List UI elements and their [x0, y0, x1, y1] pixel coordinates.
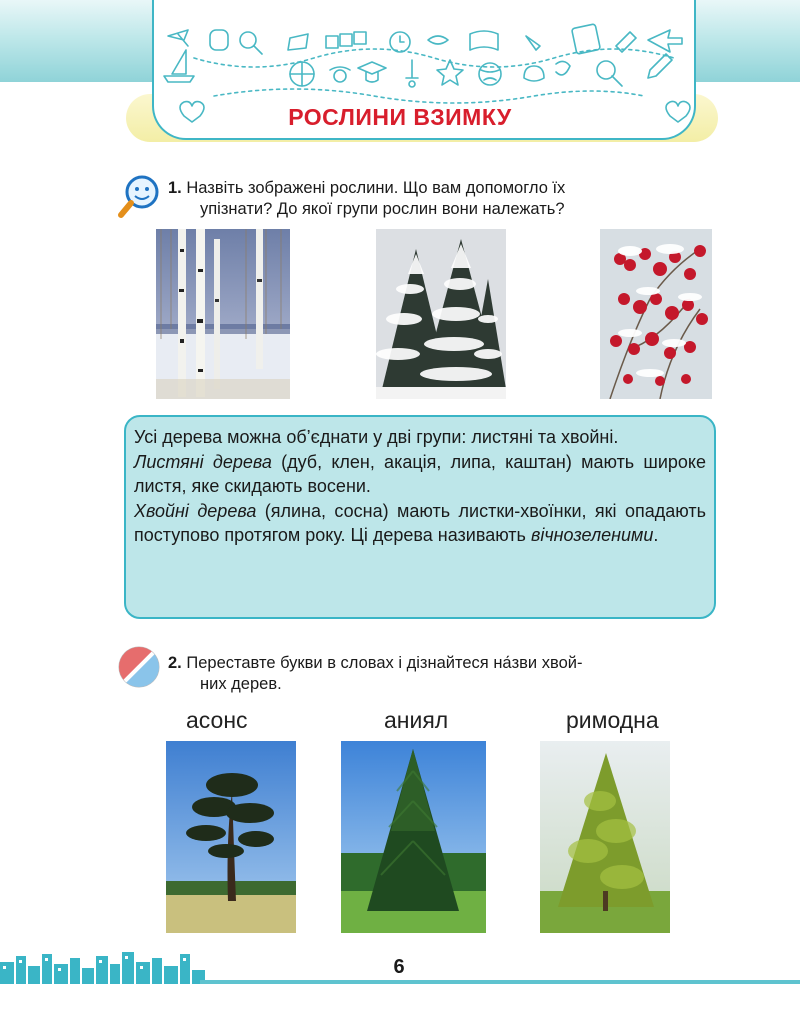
snowy-spruce-photo [376, 229, 506, 399]
task-1-line-2: упізнати? До якої групи рослин вони належать? [200, 200, 565, 218]
page-number: 6 [393, 956, 405, 978]
pine-tree-photo [166, 741, 296, 933]
city-skyline-icon [0, 948, 205, 984]
info-p3-end: . [653, 525, 659, 545]
task-1-line-1: Назвіть зображені рослини. Що вам допомогло їх [186, 179, 566, 197]
scrambled-word-1: асонс [186, 707, 248, 733]
info-p1: Усі дерева можна об’єднати у дві групи: листяні та хвойні. [134, 427, 619, 447]
scrambled-word-3: римодна [566, 707, 659, 733]
task-2 [168, 653, 722, 695]
scrambled-word-2: аниял [384, 707, 449, 733]
info-box [124, 415, 716, 619]
birch-trees-winter-photo [156, 229, 290, 399]
rowan-berries-snow-photo [600, 229, 712, 399]
task-1 [168, 178, 722, 220]
task-1-number: 1. [168, 179, 182, 197]
task-2-line-1: Переставте букви в словах і дізнайтеся на́зви хвой- [186, 654, 583, 672]
magnifier-smiley-icon [118, 174, 162, 220]
spruce-tree-photo [341, 741, 486, 933]
page-title: РОСЛИНИ ВЗИМКУ [288, 104, 512, 130]
info-p3: (ялина, сосна) мають листки-хвоїнки, які опадають поступово протягом року. Ці дерева називають [134, 500, 706, 545]
task-2-number: 2. [168, 654, 182, 672]
task-2-line-2: них дерев. [200, 675, 282, 693]
info-evergreen-term: вічнозеленими [530, 525, 654, 545]
info-deciduous-term: Листяні дерева [134, 451, 272, 472]
larch-tree-photo [540, 741, 670, 933]
info-conifer-term: Хвойні дерева [134, 500, 257, 521]
footer-line [200, 980, 800, 984]
info-p2: (дуб, клен, акація, липа, каштан) мають широке листя, яке скидають восени. [134, 451, 707, 496]
pencil-eraser-icon [116, 644, 162, 690]
